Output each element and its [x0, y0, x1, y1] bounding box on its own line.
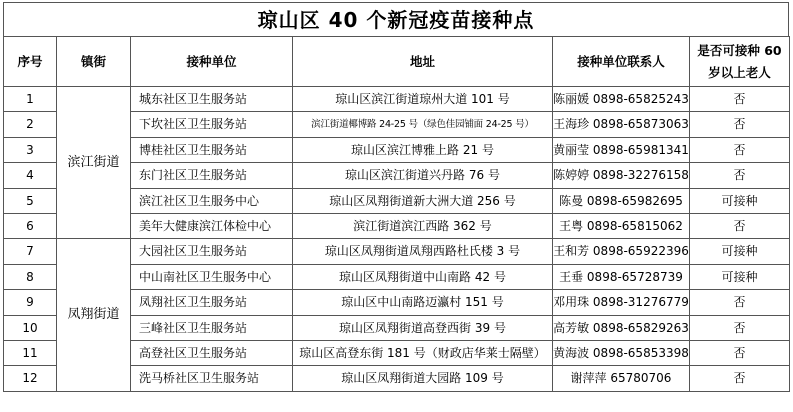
cell-elder: 否 — [690, 87, 790, 112]
cell-address: 琼山区高登东街 181 号（财政店华莱士隔壁） — [293, 340, 553, 365]
cell-contact: 高芳敏 0898-65829263 — [553, 315, 690, 340]
document-title: 琼山区 40 个新冠疫苗接种点 — [3, 2, 789, 36]
cell-no: 8 — [4, 264, 57, 289]
header-elder: 是否可接种 60 岁以上老人 — [690, 37, 790, 87]
cell-address: 琼山区滨江街道琼州大道 101 号 — [293, 87, 553, 112]
cell-elder: 可接种 — [690, 264, 790, 289]
cell-address: 琼山区凤翔街道高登西街 39 号 — [293, 315, 553, 340]
cell-elder: 可接种 — [690, 188, 790, 213]
cell-no: 4 — [4, 163, 57, 188]
cell-contact: 黄丽莹 0898-65981341 — [553, 137, 690, 162]
cell-street: 凤翔街道 — [57, 239, 131, 391]
table-row — [4, 87, 790, 112]
cell-unit: 高登社区卫生服务站 — [131, 340, 293, 365]
cell-elder: 否 — [690, 340, 790, 365]
cell-unit: 滨江社区卫生服务中心 — [131, 188, 293, 213]
cell-unit: 美年大健康滨江体检中心 — [131, 213, 293, 238]
cell-no: 12 — [4, 366, 57, 391]
cell-elder: 否 — [690, 366, 790, 391]
cell-address: 琼山区凤翔街道凤翔西路杜氏楼 3 号 — [293, 239, 553, 264]
cell-contact: 王垂 0898-65728739 — [553, 264, 690, 289]
cell-no: 10 — [4, 315, 57, 340]
cell-no: 1 — [4, 87, 57, 112]
table-body — [4, 87, 790, 392]
cell-address: 琼山区凤翔街道新大洲大道 256 号 — [293, 188, 553, 213]
cell-contact: 谢萍萍 65780706 — [553, 366, 690, 391]
cell-contact: 陈曼 0898-65982695 — [553, 188, 690, 213]
cell-contact: 王和芳 0898-65922396 — [553, 239, 690, 264]
table-header-row — [4, 37, 790, 87]
cell-no: 9 — [4, 290, 57, 315]
cell-unit: 城东社区卫生服务站 — [131, 87, 293, 112]
cell-no: 2 — [4, 112, 57, 137]
cell-elder: 否 — [690, 290, 790, 315]
cell-contact: 陈婷婷 0898-32276158 — [553, 163, 690, 188]
cell-address: 滨江街道椰博路 24-25 号（绿色佳园铺面 24-25 号） — [293, 112, 553, 137]
cell-unit: 大园社区卫生服务站 — [131, 239, 293, 264]
cell-unit: 东门社区卫生服务站 — [131, 163, 293, 188]
cell-contact: 陈丽媛 0898-65825243 — [553, 87, 690, 112]
cell-unit: 三峰社区卫生服务站 — [131, 315, 293, 340]
cell-elder: 否 — [690, 213, 790, 238]
cell-unit: 下坎社区卫生服务站 — [131, 112, 293, 137]
header-contact: 接种单位联系人 — [553, 37, 690, 87]
cell-elder: 可接种 — [690, 239, 790, 264]
header-street: 镇街 — [57, 37, 131, 87]
header-unit: 接种单位 — [131, 37, 293, 87]
cell-no: 5 — [4, 188, 57, 213]
cell-address: 琼山区滨江博雅上路 21 号 — [293, 137, 553, 162]
cell-street: 滨江街道 — [57, 87, 131, 239]
cell-elder: 否 — [690, 315, 790, 340]
cell-address: 琼山区滨江街道兴丹路 76 号 — [293, 163, 553, 188]
cell-no: 7 — [4, 239, 57, 264]
cell-no: 6 — [4, 213, 57, 238]
cell-unit: 凤翔社区卫生服务站 — [131, 290, 293, 315]
cell-unit: 博桂社区卫生服务站 — [131, 137, 293, 162]
cell-contact: 邓用珠 0898-31276779 — [553, 290, 690, 315]
cell-no: 3 — [4, 137, 57, 162]
cell-contact: 王粤 0898-65815062 — [553, 213, 690, 238]
vaccination-sites-table — [3, 36, 790, 392]
cell-contact: 王海珍 0898-65873063 — [553, 112, 690, 137]
cell-no: 11 — [4, 340, 57, 365]
cell-elder: 否 — [690, 112, 790, 137]
header-no: 序号 — [4, 37, 57, 87]
cell-address: 琼山区凤翔街道中山南路 42 号 — [293, 264, 553, 289]
table-row — [4, 239, 790, 264]
cell-address: 滨江街道滨江西路 362 号 — [293, 213, 553, 238]
cell-elder: 否 — [690, 163, 790, 188]
cell-unit: 中山南社区卫生服务中心 — [131, 264, 293, 289]
cell-contact: 黄海波 0898-65853398 — [553, 340, 690, 365]
cell-address: 琼山区凤翔街道大园路 109 号 — [293, 366, 553, 391]
cell-unit: 洗马桥社区卫生服务站 — [131, 366, 293, 391]
header-address: 地址 — [293, 37, 553, 87]
cell-address: 琼山区中山南路迈瀛村 151 号 — [293, 290, 553, 315]
cell-elder: 否 — [690, 137, 790, 162]
